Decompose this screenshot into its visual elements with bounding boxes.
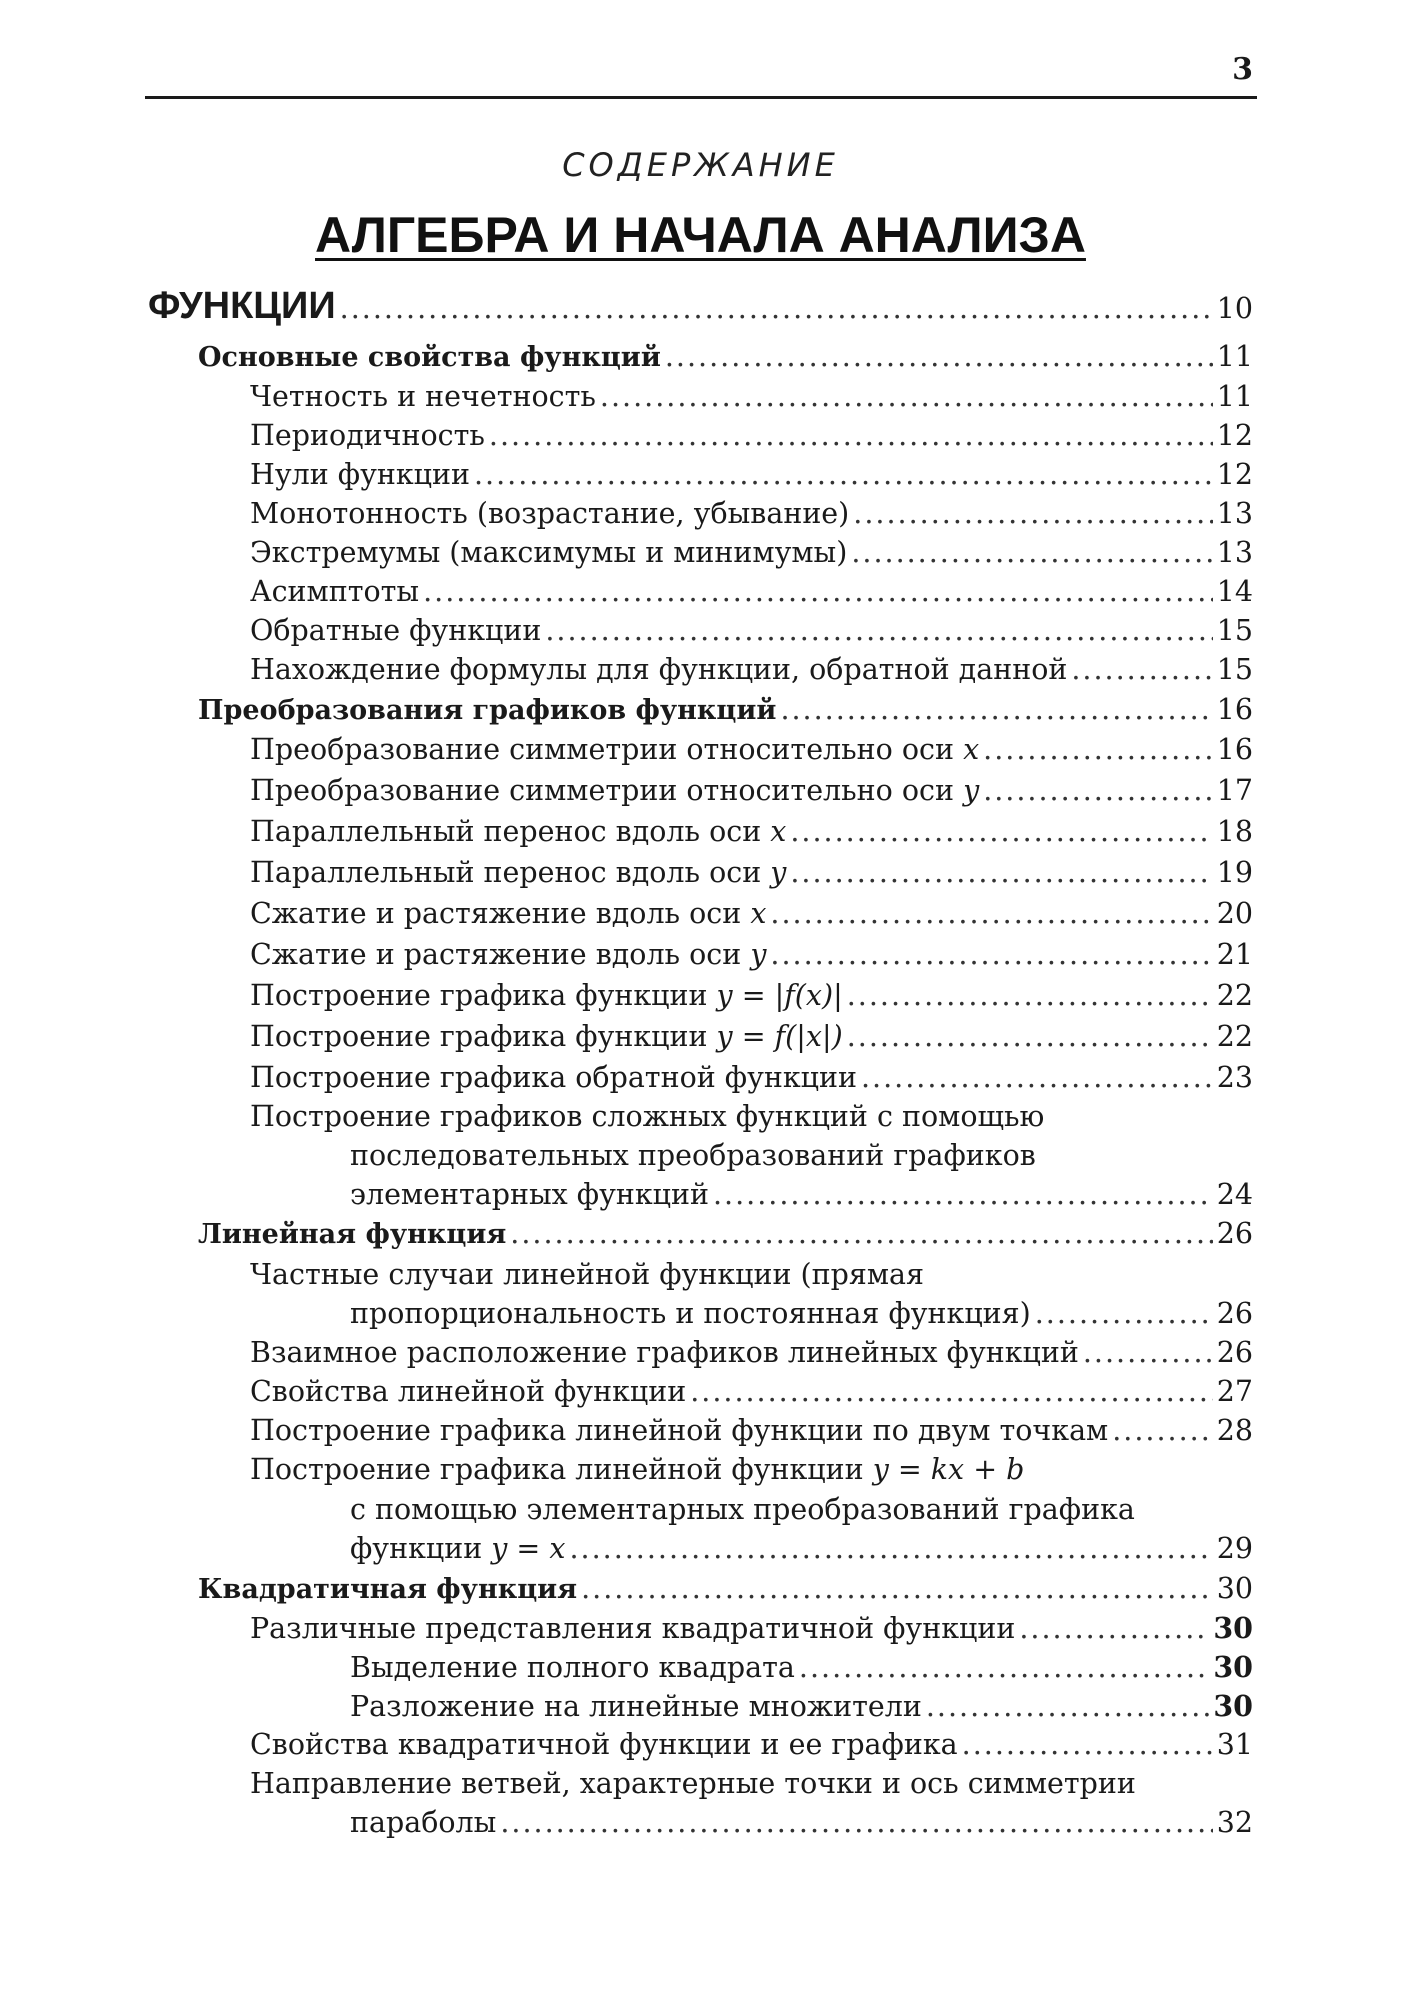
toc-page-number: 16 bbox=[1216, 733, 1253, 766]
toc-entry-text: Свойства квадратичной функции и ее графика bbox=[250, 1728, 958, 1761]
dot-leader bbox=[790, 815, 1212, 848]
toc-entry-stretch-y[interactable] bbox=[250, 938, 1253, 971]
toc-page-number: 30 bbox=[1213, 1689, 1253, 1723]
toc-page-number: 27 bbox=[1216, 1375, 1253, 1408]
toc-entry-text: Параллельный перенос вдоль оси x bbox=[250, 815, 787, 848]
toc-entry-complex-graphs[interactable] bbox=[350, 1178, 1253, 1211]
toc-page-number: 22 bbox=[1216, 1020, 1253, 1053]
dot-leader bbox=[500, 1806, 1212, 1839]
toc-page-number: 32 bbox=[1216, 1806, 1253, 1839]
toc-entry-parabola-line1[interactable]: Направление ветвей, характерные точки и ось симметрии bbox=[250, 1767, 1136, 1800]
dot-leader bbox=[489, 419, 1213, 452]
dot-leader bbox=[1071, 653, 1212, 686]
dot-leader bbox=[790, 856, 1212, 889]
toc-entry-text: Построение графика функции y = |f(x)| bbox=[250, 979, 843, 1012]
toc-page-number: 30 bbox=[1213, 1611, 1253, 1645]
toc-page-number: 15 bbox=[1216, 614, 1253, 647]
toc-entry-text: Сжатие и растяжение вдоль оси x bbox=[250, 897, 767, 930]
dot-leader bbox=[713, 1178, 1213, 1211]
header-rule bbox=[145, 96, 1257, 99]
toc-entry-text: Сжатие и растяжение вдоль оси y bbox=[250, 938, 767, 971]
toc-page-number: 26 bbox=[1216, 1336, 1253, 1369]
toc-entry-shift-x[interactable] bbox=[250, 815, 1253, 848]
toc-entry-text: Разложение на линейные множители bbox=[350, 1690, 922, 1723]
toc-entry-quadratic[interactable] bbox=[198, 1572, 1253, 1605]
toc-entry-monotonicity[interactable] bbox=[250, 497, 1253, 530]
dot-leader bbox=[665, 340, 1213, 373]
toc-entry-graph-transforms[interactable] bbox=[198, 693, 1253, 726]
toc-page-number: 13 bbox=[1216, 536, 1253, 569]
dot-leader bbox=[600, 380, 1213, 413]
toc-entry-text: Четность и нечетность bbox=[250, 380, 596, 413]
toc-entry-text: элементарных функций bbox=[350, 1178, 709, 1211]
toc-entry-basic-props[interactable] bbox=[198, 340, 1253, 373]
toc-page-number: 11 bbox=[1216, 340, 1253, 373]
dot-leader bbox=[1035, 1297, 1213, 1330]
toc-page-number: 26 bbox=[1216, 1217, 1253, 1250]
toc-entry-linear-special[interactable] bbox=[350, 1297, 1253, 1330]
toc-entry-shift-y[interactable] bbox=[250, 856, 1253, 889]
toc-entry-text: Нули функции bbox=[250, 458, 470, 491]
toc-page-number: 24 bbox=[1216, 1178, 1253, 1211]
toc-entry-linear-kxb[interactable] bbox=[350, 1532, 1253, 1565]
toc-page-number: 14 bbox=[1216, 575, 1253, 608]
toc-entry-text: Квадратичная функция bbox=[198, 1574, 578, 1605]
toc-entry-periodicity[interactable] bbox=[250, 419, 1253, 452]
dot-leader bbox=[1019, 1612, 1209, 1645]
toc-entry-functions[interactable] bbox=[148, 285, 1253, 328]
toc-entry-quadratic-props[interactable] bbox=[250, 1728, 1253, 1761]
toc-entry-text: Различные представления квадратичной функции bbox=[250, 1612, 1016, 1645]
toc-entry-stretch-x[interactable] bbox=[250, 897, 1253, 930]
toc-entry-extrema[interactable] bbox=[250, 536, 1253, 569]
toc-page-number: 12 bbox=[1216, 458, 1253, 491]
toc-page-number: 30 bbox=[1213, 1650, 1253, 1684]
toc-entry-sym-x[interactable] bbox=[250, 733, 1253, 766]
dot-leader bbox=[847, 1020, 1213, 1053]
toc-entry-quadratic-forms[interactable] bbox=[250, 1611, 1253, 1645]
toc-entry-text: пропорциональность и постоянная функция) bbox=[350, 1297, 1031, 1330]
toc-entry-text: Нахождение формулы для функции, обратной данной bbox=[250, 653, 1068, 686]
variable: y bbox=[750, 938, 767, 971]
toc-page-number: 20 bbox=[1216, 897, 1253, 930]
toc-entry-linear-special-line1[interactable]: Частные случаи линейной функции (прямая bbox=[250, 1258, 924, 1291]
dot-leader bbox=[851, 536, 1212, 569]
toc-entry-text: Преобразования графиков функций bbox=[198, 695, 777, 726]
dot-leader bbox=[690, 1375, 1213, 1408]
variable: y bbox=[963, 774, 980, 807]
dot-leader bbox=[510, 1217, 1212, 1250]
toc-entry-text: Линейная функция bbox=[198, 1219, 507, 1250]
dot-leader bbox=[983, 774, 1213, 807]
toc-entry-text: Преобразование симметрии относительно оси y bbox=[250, 774, 980, 807]
toc-page-number: 13 bbox=[1216, 497, 1253, 530]
main-heading: АЛГЕБРА И НАЧАЛА АНАЛИЗА bbox=[315, 207, 1086, 263]
dot-leader bbox=[853, 497, 1212, 530]
toc-page-number: 17 bbox=[1216, 774, 1253, 807]
toc-entry-text: Параллельный перенос вдоль оси y bbox=[250, 856, 787, 889]
toc-entry-linear[interactable] bbox=[198, 1217, 1253, 1250]
toc-entry-f-absx[interactable] bbox=[250, 1020, 1253, 1053]
variable: y bbox=[770, 856, 787, 889]
variable: x bbox=[750, 897, 767, 930]
toc-entry-parity[interactable] bbox=[250, 380, 1253, 413]
toc-page-number: 18 bbox=[1216, 815, 1253, 848]
toc-page-number: 12 bbox=[1216, 419, 1253, 452]
toc-entry-text: Выделение полного квадрата bbox=[350, 1651, 795, 1684]
toc-entry-text: Построение графика линейной функции по двум точкам bbox=[250, 1414, 1109, 1447]
toc-entry-parabola[interactable] bbox=[350, 1806, 1253, 1839]
toc-entry-text: Обратные функции bbox=[250, 614, 542, 647]
toc-entry-text: Построение графика функции y = f(|x|) bbox=[250, 1020, 843, 1053]
formula: y = kx + b bbox=[872, 1453, 1025, 1486]
dot-leader bbox=[962, 1728, 1213, 1761]
toc-entry-complex-graphs-line2[interactable]: последовательных преобразований графиков bbox=[350, 1139, 1036, 1172]
dot-leader bbox=[861, 1061, 1213, 1094]
toc-page-number: 23 bbox=[1216, 1061, 1253, 1094]
toc-entry-sym-y[interactable] bbox=[250, 774, 1253, 807]
toc-entry-factorization[interactable] bbox=[350, 1689, 1253, 1723]
toc-page-number: 30 bbox=[1216, 1572, 1253, 1605]
toc-entry-text: Свойства линейной функции bbox=[250, 1375, 687, 1408]
dot-leader bbox=[780, 693, 1212, 726]
toc-entry-text: Преобразование симметрии относительно оси x bbox=[250, 733, 980, 766]
toc-page-number: 15 bbox=[1216, 653, 1253, 686]
toc-page-number: 11 bbox=[1216, 380, 1253, 413]
toc-entry-zeros[interactable] bbox=[250, 458, 1253, 491]
toc-page-number: 10 bbox=[1216, 292, 1253, 325]
variable: x bbox=[770, 815, 787, 848]
toc-entry-text: параболы bbox=[350, 1806, 497, 1839]
toc-page-number: 31 bbox=[1216, 1728, 1253, 1761]
toc-entry-text: Построение графика обратной функции bbox=[250, 1061, 857, 1094]
toc-page-number: 28 bbox=[1216, 1414, 1253, 1447]
toc-entry-linear-kxb-line2[interactable]: с помощью элементарных преобразований графика bbox=[350, 1493, 1135, 1526]
toc-entry-linear-kxb-line1[interactable]: Построение графика линейной функции y = kx + b bbox=[250, 1453, 1025, 1486]
dot-leader bbox=[1112, 1414, 1213, 1447]
toc-entry-text: Экстремумы (максимумы и минимумы) bbox=[250, 536, 848, 569]
toc-entry-text: Монотонность (возрастание, убывание) bbox=[250, 497, 850, 530]
toc-entry-full-square[interactable] bbox=[350, 1650, 1253, 1684]
dot-leader bbox=[581, 1572, 1213, 1605]
toc-entry-linear-two-points[interactable] bbox=[250, 1414, 1253, 1447]
toc-entry-text: Асимптоты bbox=[250, 575, 420, 608]
dot-leader bbox=[799, 1651, 1209, 1684]
formula: y = f(|x|) bbox=[716, 1020, 843, 1053]
dot-leader bbox=[474, 458, 1213, 491]
toc-entry-asymptotes[interactable] bbox=[250, 575, 1253, 608]
toc-page-number: 19 bbox=[1216, 856, 1253, 889]
toc-entry-text: функции y = x bbox=[350, 1532, 566, 1565]
dot-leader bbox=[770, 897, 1212, 930]
toc-entry-linear-mutual[interactable] bbox=[250, 1336, 1253, 1369]
toc-page-number: 16 bbox=[1216, 693, 1253, 726]
dot-leader bbox=[770, 938, 1212, 971]
toc-page-number: 26 bbox=[1216, 1297, 1253, 1330]
dot-leader bbox=[847, 979, 1213, 1012]
toc-entry-complex-graphs-line1[interactable]: Построение графиков сложных функций с помощью bbox=[250, 1100, 1045, 1133]
toc-page-number: 22 bbox=[1216, 979, 1253, 1012]
contents-title: СОДЕРЖАНИЕ bbox=[562, 146, 839, 184]
toc-entry-text: Взаимное расположение графиков линейных функций bbox=[250, 1336, 1079, 1369]
dot-leader bbox=[983, 733, 1213, 766]
dot-leader bbox=[340, 292, 1213, 325]
dot-leader bbox=[926, 1690, 1209, 1723]
dot-leader bbox=[569, 1532, 1212, 1565]
toc-entry-inverse-graph[interactable] bbox=[250, 1061, 1253, 1094]
toc-entry-text: Периодичность bbox=[250, 419, 485, 452]
formula: y = x bbox=[491, 1532, 566, 1565]
toc-page-number: 21 bbox=[1216, 938, 1253, 971]
toc-entry-abs-fx[interactable] bbox=[250, 979, 1253, 1012]
toc-entry-text: Основные свойства функций bbox=[198, 342, 661, 373]
formula: y = |f(x)| bbox=[716, 979, 843, 1012]
toc-entry-linear-props[interactable] bbox=[250, 1375, 1253, 1408]
toc-entry-inverse[interactable] bbox=[250, 614, 1253, 647]
dot-leader bbox=[1083, 1336, 1213, 1369]
toc-page-number: 29 bbox=[1216, 1532, 1253, 1565]
toc-entry-text: ФУНКЦИИ bbox=[148, 285, 336, 327]
dot-leader bbox=[545, 614, 1212, 647]
page-number: 3 bbox=[1232, 52, 1253, 87]
toc-entry-inverse-formula[interactable] bbox=[250, 653, 1253, 686]
variable: x bbox=[963, 733, 980, 766]
dot-leader bbox=[423, 575, 1213, 608]
